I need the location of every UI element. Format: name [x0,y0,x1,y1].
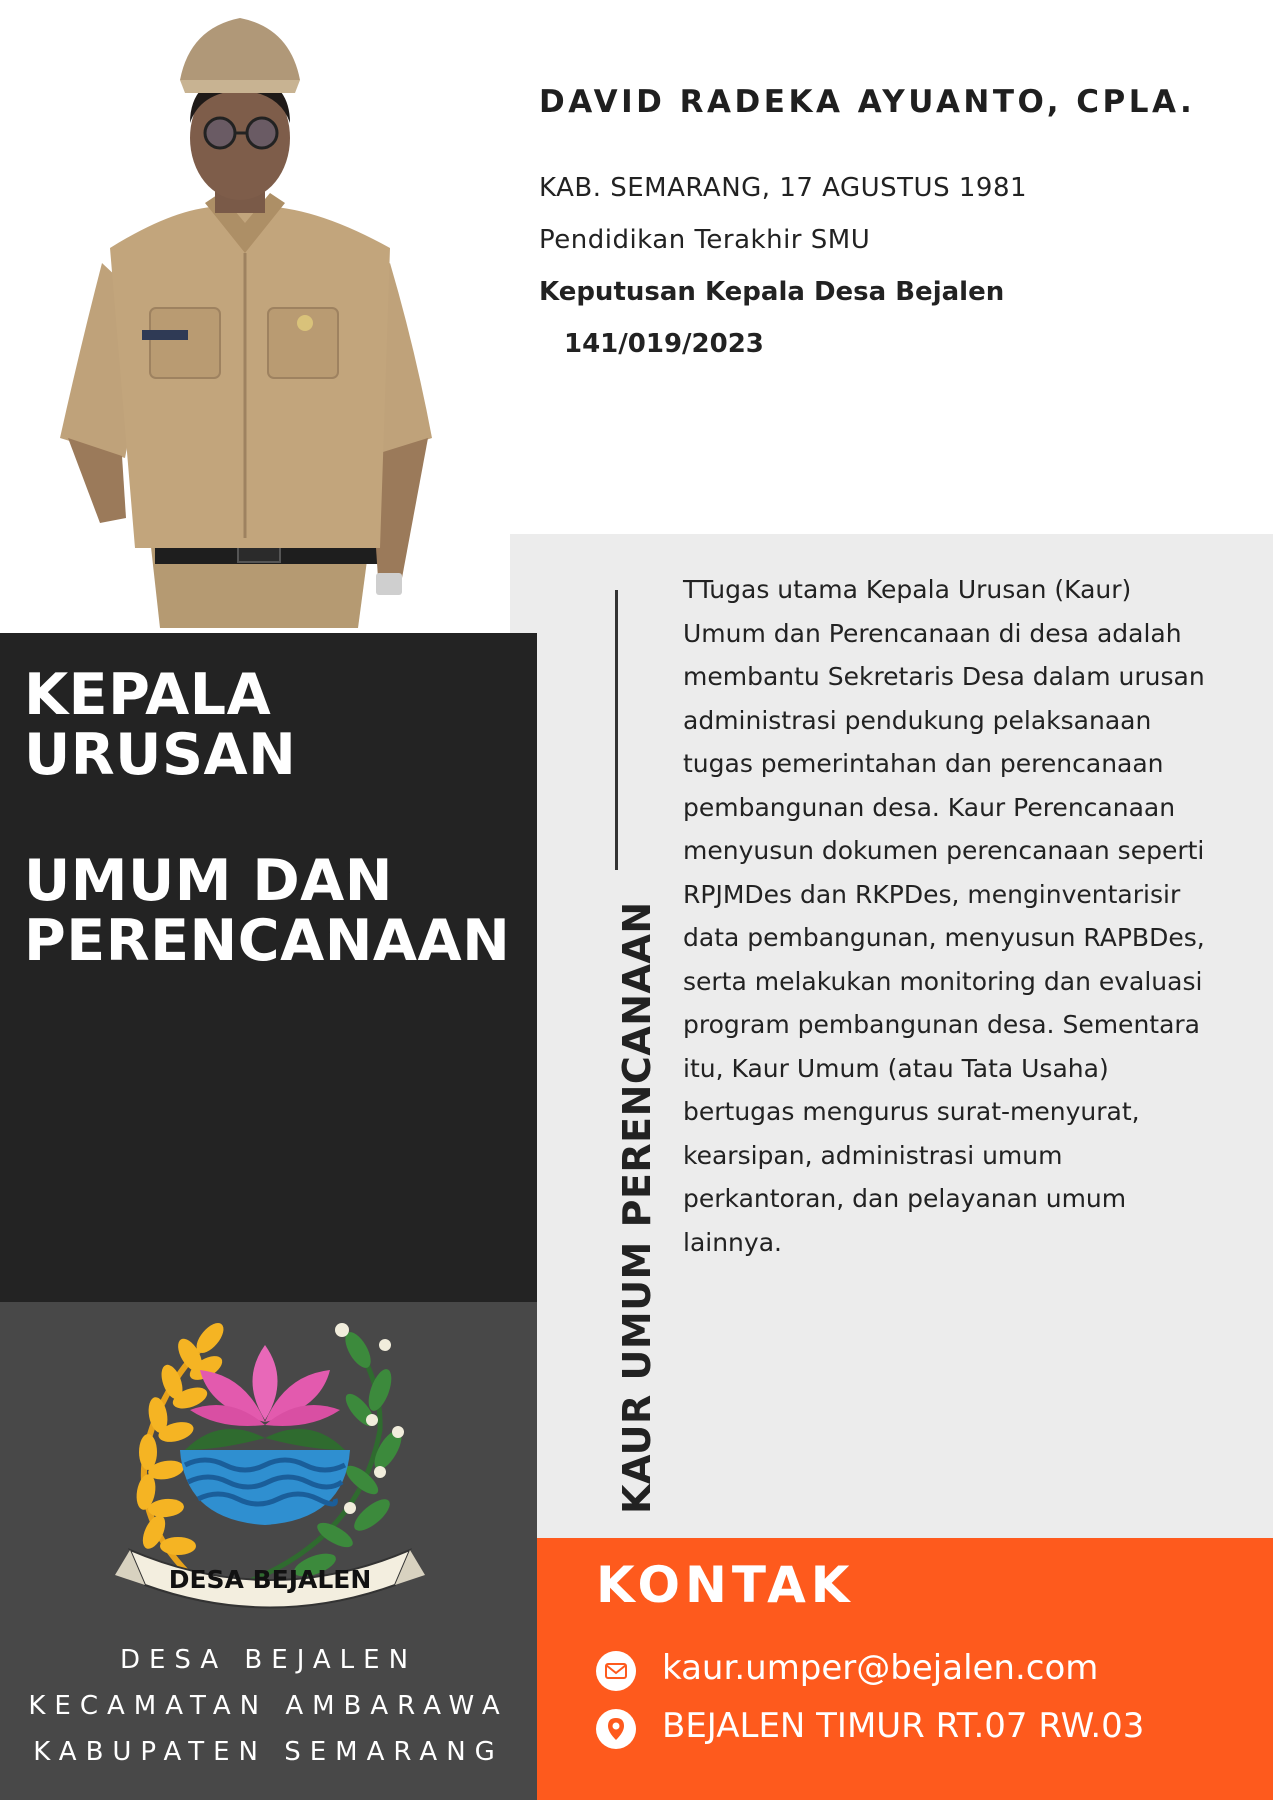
mail-icon [596,1651,636,1691]
description-text: TTugas utama Kepala Urusan (Kaur) Umum dan Perencanaan di desa adalah membantu Sekretaris Desa dalam urusan administrasi pendukung pelaksanaan tugas pemerintahan dan perencanaan pembangunan desa. Kaur Perencanaan menyusun dokumen perencanaan seperti RPJMDes dan RKPDes, menginventarisir data pembangunan, menyusun RAPBDes, serta melakukan monitoring dan evaluasi program pembangunan desa. Sementara itu, Kaur Umum (atau Tata Usaha) bertugas mengurus surat-menyurat, kearsipan, administrasi umum perkantoran, dan pelayanan umum lainnya. [683,575,1205,1257]
title-line-2: URUSAN [24,722,297,788]
decree-line-2: 141/019/2023 [564,329,764,359]
address-line-3: KABUPATEN SEMARANG [33,1737,504,1767]
emblem-banner-text: DESA BEJALEN [168,1565,372,1594]
title-line-4: PERENCANAAN [24,908,511,974]
decree-line-1: Keputusan Kepala Desa Bejalen [539,277,1005,307]
address-line-2: KECAMATAN AMBARAWA [28,1691,509,1721]
contact-email[interactable]: kaur.umper@bejalen.com [662,1648,1099,1688]
title-line-3: UMUM DAN [24,848,393,914]
title-line-1: KEPALA [24,662,272,728]
address-line-1: DESA BEJALEN [119,1645,418,1675]
map-pin-icon [596,1709,636,1749]
vertical-divider [615,590,618,870]
education-info: Pendidikan Terakhir SMU [539,225,871,255]
side-label: KAUR UMUM PERENCANAAN [615,901,659,1514]
village-emblem-icon [110,1310,430,1620]
contact-title: KONTAK [596,1556,855,1614]
contact-location: BEJALEN TIMUR RT.07 RW.03 [662,1706,1145,1746]
birth-info: KAB. SEMARANG, 17 AGUSTUS 1981 [539,173,1028,203]
profile-photo [40,18,450,628]
person-name: DAVID RADEKA AYUANTO, CPLA. [539,84,1196,120]
